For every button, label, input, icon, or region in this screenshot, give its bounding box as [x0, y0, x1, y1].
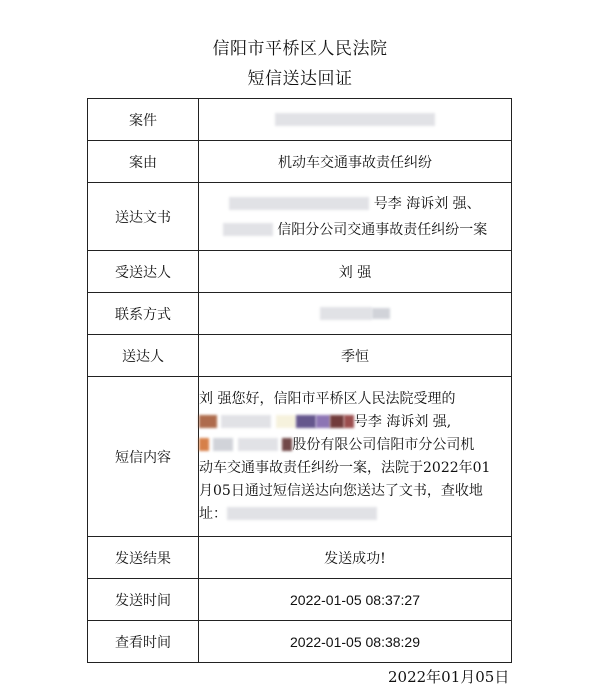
- redaction-block: [221, 415, 271, 428]
- redaction-block: [199, 415, 217, 428]
- view-time-label: 查看时间: [88, 621, 199, 663]
- redaction-block: [238, 438, 278, 451]
- redaction-block: [227, 507, 377, 520]
- contact-label: 联系方式: [88, 293, 199, 335]
- redaction-block: [316, 415, 330, 428]
- redaction-block: [213, 438, 233, 451]
- redaction-block: [330, 415, 344, 428]
- document-title: 短信送达回证: [247, 69, 353, 89]
- sms-line: 动车交通事故责任纠纷一案，法院于2022年01: [199, 459, 491, 476]
- documents-label: 送达文书: [88, 183, 199, 251]
- result-value: 发送成功!: [199, 537, 512, 579]
- sms-line: 股份有限公司信阳市分公司机: [199, 434, 511, 457]
- table-row: [88, 335, 512, 377]
- send-time-value: 2022-01-05 08:37:27: [199, 579, 512, 621]
- redaction-block: [372, 308, 390, 319]
- documents-line-2: 信阳分公司交通事故责任纠纷一案: [199, 217, 511, 243]
- sms-content: [199, 377, 512, 537]
- redaction-block: [229, 197, 369, 210]
- redaction-block: [344, 415, 354, 428]
- case-label: 案件: [88, 99, 199, 141]
- redaction-block: [275, 113, 435, 126]
- sms-line: 号李 海诉刘 强,: [199, 411, 511, 434]
- table-row: [88, 251, 512, 293]
- sms-line: 址：: [199, 503, 511, 526]
- case-value-redacted: [199, 99, 512, 141]
- cause-value: 机动车交通事故责任纠纷: [199, 141, 512, 183]
- recipient-label: 受送达人: [88, 251, 199, 293]
- recipient-value: 刘 强: [199, 251, 512, 293]
- sms-line: 刘 强您好，信阳市平桥区人民法院受理的: [199, 390, 456, 407]
- table-row: [88, 377, 512, 537]
- table-row: [88, 621, 512, 663]
- service-receipt-table: [87, 98, 512, 663]
- redaction-block: [282, 438, 292, 451]
- redaction-block: [320, 307, 372, 320]
- table-row: [88, 579, 512, 621]
- sender-label: 送达人: [88, 335, 199, 377]
- redaction-block: [199, 438, 209, 451]
- sms-label: 短信内容: [88, 377, 199, 537]
- table-row: [88, 141, 512, 183]
- send-time-label: 发送时间: [88, 579, 199, 621]
- table-row: [88, 293, 512, 335]
- sender-value: 季恒: [199, 335, 512, 377]
- table-row: [88, 537, 512, 579]
- cause-label: 案由: [88, 141, 199, 183]
- redaction-block: [223, 223, 273, 236]
- redaction-block: [296, 415, 316, 428]
- issue-date: 2022年01月05日: [388, 668, 510, 686]
- redaction-block: [276, 415, 296, 428]
- court-name: 信阳市平桥区人民法院: [212, 39, 388, 59]
- view-time-value: 2022-01-05 08:38:29: [199, 621, 512, 663]
- result-label: 发送结果: [88, 537, 199, 579]
- documents-value: [199, 183, 512, 251]
- table-row: [88, 99, 512, 141]
- contact-value-redacted: [199, 293, 512, 335]
- sms-line: 月05日通过短信送达向您送达了文书，查收地: [199, 482, 483, 499]
- table-row: [88, 183, 512, 251]
- documents-line-1: 号李 海诉刘 强、: [199, 191, 511, 217]
